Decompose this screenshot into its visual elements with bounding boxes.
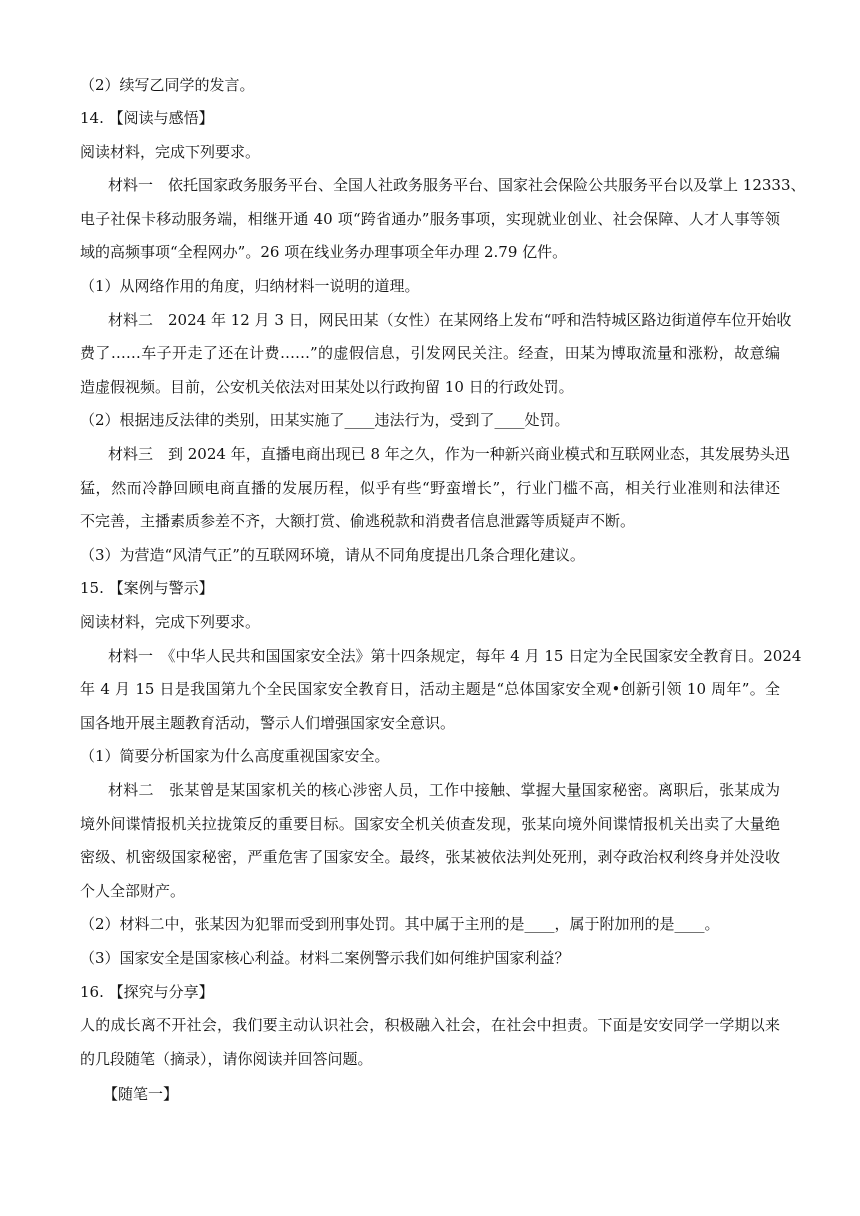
q15-material-2-line-4: 个人全部财产。 (80, 882, 186, 900)
question-14-part-2: （2）根据违反法律的类别，田某实施了____违法行为，受到了____处罚。 (80, 411, 570, 429)
material-2-line-3: 造虚假视频。目前，公安机关依法对田某处以行政拘留 10 日的行政处罚。 (80, 378, 574, 396)
material-1-line-1: 材料一 依托国家政务服务平台、全国人社政务服务平台、国家社会保险公共服务平台以及掌上 12333、 (108, 176, 806, 194)
q15-material-2-line-2: 境外间谍情报机关拉拢策反的重要目标。国家安全机关侦查发现，张某向境外间谍情报机关出卖了大量绝 (80, 815, 780, 833)
instruction-text-2: 阅读材料，完成下列要求。 (80, 613, 261, 631)
question-16-intro-line-2: 的几段随笔（摘录），请你阅读并回答问题。 (80, 1050, 373, 1068)
material-3-line-1: 材料三 到 2024 年，直播电商出现已 8 年之久，作为一种新兴商业模式和互联网业态，其发展势头迅 (108, 445, 790, 463)
question-15-part-2: （2）材料二中，张某因为犯罪而受到刑事处罚。其中属于主刑的是____，属于附加刑的是____。 (80, 915, 720, 933)
question-13-part-2: （2）续写乙同学的发言。 (80, 76, 255, 94)
q15-material-1-line-2: 年 4 月 15 日是我国第九个全民国家安全教育日，活动主题是“总体国家安全观•创新引领 10 周年”。全 (80, 680, 780, 698)
question-16-intro-line-1: 人的成长离不开社会，我们要主动认识社会，积极融入社会，在社会中担责。下面是安安同学一学期以来 (80, 1016, 780, 1034)
material-1-line-2: 电子社保卡移动服务端，相继开通 40 项“跨省通办”服务事项，实现就业创业、社会保障、人才人事等领 (80, 210, 780, 228)
question-14-part-3: （3）为营造“风清气正”的互联网环境，请从不同角度提出几条合理化建议。 (80, 546, 585, 564)
material-1-line-3: 域的高频事项“全程网办”。26 项在线业务办理事项全年办理 2.79 亿件。 (80, 243, 568, 261)
material-2-line-2: 费了……车子开走了还在计费……”的虚假信息，引发网民关注。经查，田某为博取流量和涨粉，故意编 (80, 344, 780, 362)
q15-material-1-line-1: 材料一 《中华人民共和国国家安全法》第十四条规定，每年 4 月 15 日定为全民国家安全教育日。2024 (108, 647, 802, 665)
question-15-part-3: （3）国家安全是国家核心利益。材料二案例警示我们如何维护国家利益？ (80, 949, 570, 967)
essay-1-heading: 【随笔一】 (103, 1085, 179, 1103)
question-14-heading: 14. 【阅读与感悟】 (80, 109, 214, 127)
q15-material-2-line-1: 材料二 张某曾是某国家机关的核心涉密人员，工作中接触、掌握大量国家秘密。离职后，张某成为 (108, 781, 780, 799)
question-16-heading: 16. 【探究与分享】 (80, 983, 214, 1001)
q15-material-1-line-3: 国各地开展主题教育活动，警示人们增强国家安全意识。 (80, 714, 456, 732)
question-14-part-1: （1）从网络作用的角度，归纳材料一说明的道理。 (80, 277, 420, 295)
question-15-part-1: （1）简要分析国家为什么高度重视国家安全。 (80, 747, 390, 765)
material-3-line-2: 猛，然而冷静回顾电商直播的发展历程，似乎有些“野蛮增长”，行业门槛不高，相关行业准则和法律还 (80, 479, 780, 497)
material-3-line-3: 不完善，主播素质参差不齐，大额打赏、偷逃税款和消费者信息泄露等质疑声不断。 (80, 512, 636, 530)
q15-material-2-line-3: 密级、机密级国家秘密，严重危害了国家安全。最终，张某被依法判处死刑，剥夺政治权利终身并处没收 (80, 848, 780, 866)
material-2-line-1: 材料二 2024 年 12 月 3 日，网民田某（女性）在某网络上发布“呼和浩特城区路边街道停车位开始收 (108, 311, 792, 329)
instruction-text: 阅读材料，完成下列要求。 (80, 143, 261, 161)
question-15-heading: 15. 【案例与警示】 (80, 579, 214, 597)
